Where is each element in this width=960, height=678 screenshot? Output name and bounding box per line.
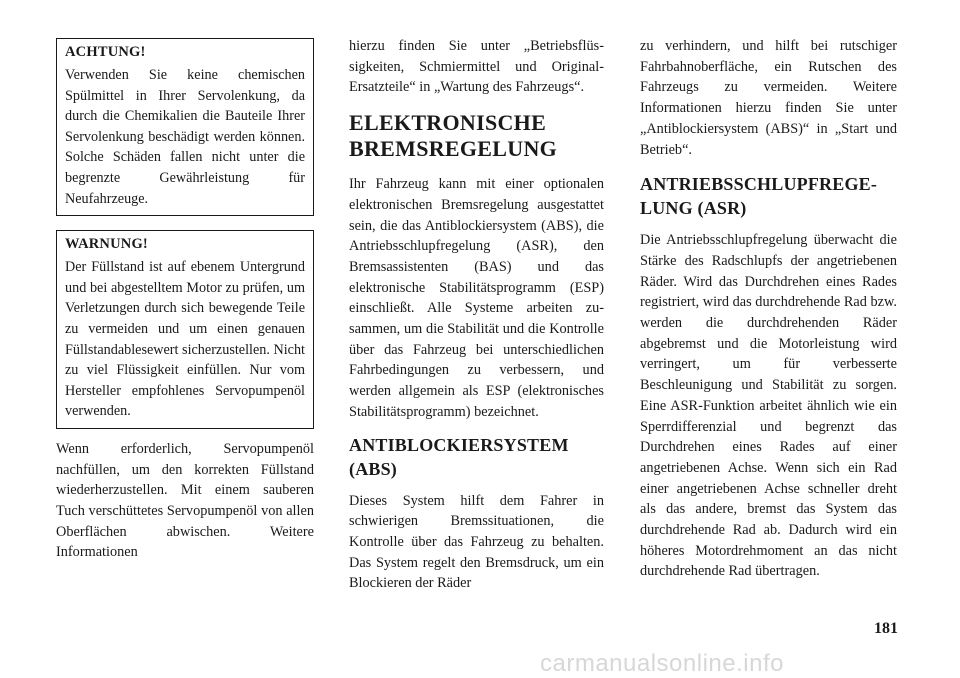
refill-paragraph: Wenn erforderlich, Servopumpenöl nachfüllen, um den korrekten Füllstand wiederherzustellen. Mit einem sauberen Tuch verschüttetes Servopumpenöl von allen Oberflächen abwischen. Weitere Informationen — [56, 440, 314, 561]
caution-text: Verwenden Sie keine chemischen Spülmittel in Ihrer Servolenkung, da durch die Chemikalien die Bauteile Ihrer Servolenkung beschädigt werden können. Solche Schäden fallen nicht unter die begrenzte Gewährleistung für Neufahrzeuge. — [65, 67, 305, 207]
caution-title: ACHTUNG! — [65, 44, 146, 60]
caution-box — [56, 38, 314, 216]
heading-line: LUNG (ASR) — [640, 198, 747, 219]
warning-title: WARNUNG! — [65, 236, 148, 253]
heading-elektronische-bremsregelung — [349, 110, 604, 162]
column-left — [56, 38, 314, 563]
asr-paragraph: Die Antriebsschlupfregelung überwacht die Stärke des Radschlupfs der angetriebenen Räder. Wird das Durchdrehen eines Rades registriert, wird das durchdrehende Rad bzw. werden die durchdrehenden Räder abgebremst und die Motorleistung wird verringert, um für verbesserte Beschleunigung und Stabilität zu sorgen. Eine ASR-Funktion arbeitet ähnlich wie ein Sperrdifferenzial und begrenzt das Durchdrehen eines Rades auf einer angetriebenen Achse. Wenn sich ein Rad einer angetriebenen Achse schneller dreht als das andere, bremst das System das durchdrehende Rad ab. Dadurch wird ein höheres Motordrehmoment an das nicht durchdrehende Rad übertragen. — [640, 232, 897, 580]
heading-line: (ABS) — [349, 458, 398, 479]
abs-paragraph: Dieses System hilft dem Fahrer in schwierigen Bremssituationen, die Kontrolle über das Fahrzeug zu behalten. Das System regelt den Bremsdruck, um ein Blockieren der Räder — [349, 492, 604, 592]
column-middle — [349, 36, 604, 594]
abs-continuation-paragraph: zu verhindern, und hilft bei rutschiger Fahrbahnoberfläche, ein Rutschen des Fahrzeugs zu vermeiden. Weitere Informationen hierzu finden Sie unter „Antiblockiersystem (ABS)“ in „Start und Betrieb“. — [640, 38, 897, 158]
heading-line: ANTRIEBSSCHLUPFREGE- — [640, 174, 878, 195]
heading-line: ELEKTRONISCHE — [349, 110, 547, 136]
continuation-paragraph: hierzu finden Sie unter „Betriebsflüssigkeiten, Schmiermittel und Original-Ersatzteile“ in „Wartung des Fahrzeugs“. — [349, 38, 604, 96]
heading-asr — [640, 172, 897, 220]
heading-abs — [349, 433, 604, 481]
warning-text: Der Füllstand ist auf ebenem Untergrund und bei abgestelltem Motor zu prüfen, um Verletzungen durch sich bewegende Teile zu vermeiden und um einen genauen Füllstandablesewert sicherzustellen. Nicht zu viel Flüssigkeit einfüllen. Nur vom Hersteller empfohlenes Servopumpenöl verwenden. — [65, 259, 305, 420]
bremsregelung-paragraph: Ihr Fahrzeug kann mit einer optionalen elektronischen Bremsregelung ausgestattet sein, die das Antiblockiersystem (ABS), die Antriebsschlupfregelung (ASR), den Bremsassistenten (BAS) und das elektronische Stabilitätsprogramm (ESP) einschließt. Alle Systeme arbeiten zusammen, um die Stabilität und die Kontrolle über das Fahrzeug bei unterschiedlichen Fahrbedingungen zu verbessern, und werden allgemein als ESP (elektronisches Stabilitätsprogramm) bezeichnet. — [349, 176, 604, 420]
page-number: 181 — [874, 620, 898, 637]
warning-box — [56, 230, 314, 429]
heading-line: ANTIBLOCKIERSYSTEM — [349, 434, 569, 455]
watermark-text: carmanualsonline.info — [540, 650, 784, 677]
column-right — [640, 36, 897, 582]
heading-line: BREMSREGELUNG — [349, 136, 558, 162]
